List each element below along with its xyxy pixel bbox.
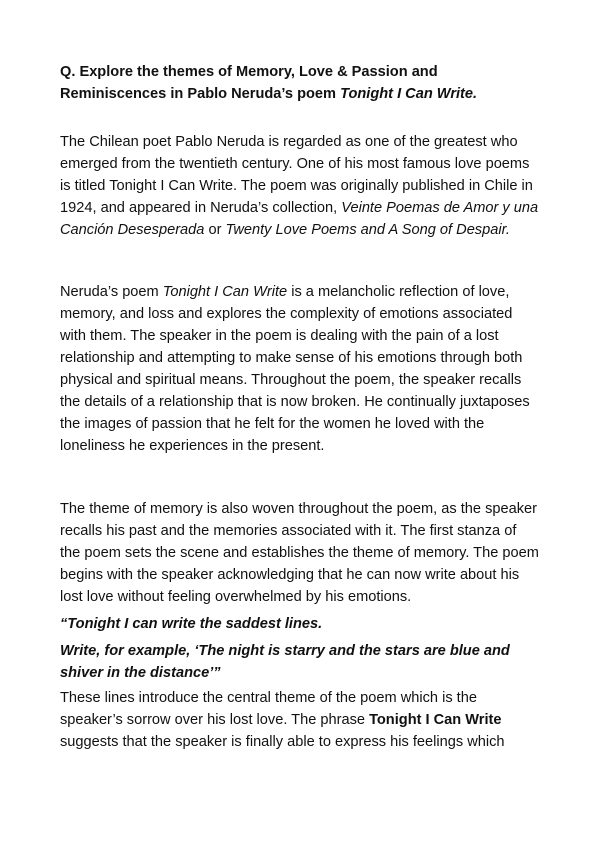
reflection-rest: is a melancholic reflection of love, memory, and loss and explores the complexity of emotions associated with them. The speaker in the poem is dealing with the pain of a lost relationship and attempting to make sense of his emotions through both physical and spiritual means. Throughout the poem, the speaker recalls the details of a relationship that is now broken. He continually juxtaposes the images of passion that he felt for the women he loved with the loneliness he experiences in the present. — [60, 284, 530, 454]
memory-paragraph — [60, 498, 540, 608]
question-heading — [60, 61, 540, 105]
analysis-paragraph — [60, 687, 540, 753]
intro-text: The Chilean poet Pablo Neruda is regarded as one of the greatest who emerged from the twentieth century. One of his most famous love poems is titled Tonight I Can Write. The poem was originally published in Chile in 1924, and appeared in Neruda’s collection, — [60, 134, 533, 216]
question-poem-title: Tonight I Can Write. — [340, 86, 478, 102]
quote-line-1: “Tonight I can write the saddest lines. — [60, 616, 323, 632]
quote-line-2: Write, for example, ‘The night is starry and the stars are blue and shiver in the distance’” — [60, 643, 510, 681]
analysis-start: These lines introduce the central theme of the poem which is the speaker’s sorrow over his lost love. The phrase — [60, 690, 477, 728]
intro-paragraph — [60, 131, 540, 241]
intro-or: or — [204, 222, 226, 238]
analysis-phrase: Tonight I Can Write — [369, 712, 502, 728]
reflection-poem-title: Tonight I Can Write — [162, 284, 288, 300]
analysis-rest: suggests that the speaker is finally able to express his feelings which — [60, 734, 505, 750]
reflection-start: Neruda’s poem — [60, 284, 163, 300]
collection-spanish-title: Veinte Poemas de Amor y una Canción Desesperada — [60, 200, 539, 238]
collection-english-title: Twenty Love Poems and A Song of Despair. — [225, 222, 510, 238]
memory-text: The theme of memory is also woven throughout the poem, as the speaker recalls his past and the memories associated with it. The first stanza of the poem sets the scene and establishes the theme of memory. The poem begins with the speaker acknowledging that he can now write about his lost love without feeling overwhelmed by his emotions. — [60, 501, 539, 605]
question-prefix: Q. Explore the themes of Memory, Love & Passion and Reminiscences in Pablo Neruda’s poem — [60, 64, 438, 102]
reflection-paragraph — [60, 281, 540, 457]
